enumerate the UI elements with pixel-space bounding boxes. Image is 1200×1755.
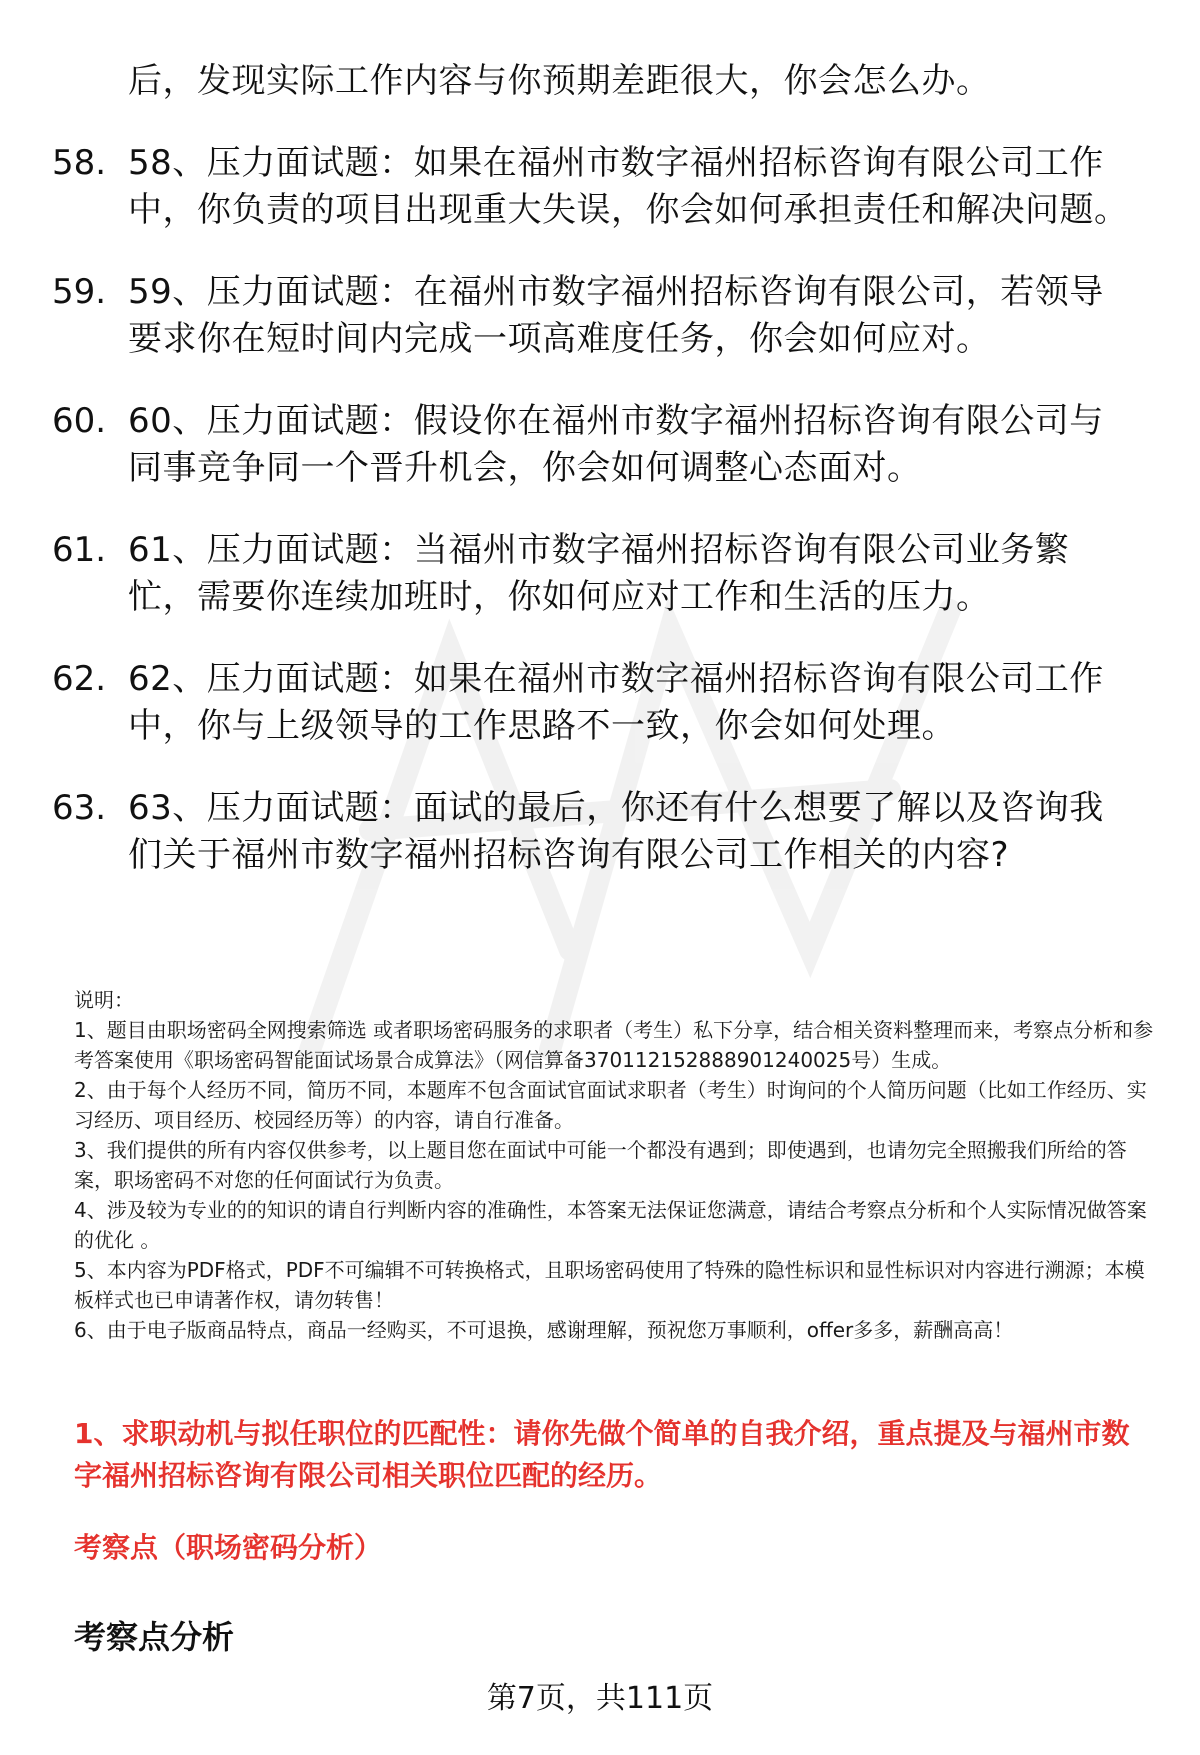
list-item (0, 140, 1200, 234)
list-item (0, 269, 1200, 363)
question-number: 60. (52, 401, 107, 441)
note-item: 1、题目由职场密码全网搜索筛选 或者职场密码服务的求职者（考生）私下分享，结合相关资料整理而来，考察点分析和参考答案使用《职场密码智能面试场景合成算法》（网信算备370112152888901240025号）生成。 (74, 1018, 1154, 1072)
note-item: 4、涉及较为专业的的知识的请自行判断内容的准确性，本答案无法保证您满意，请结合考察点分析和个人实际情况做答案的优化 。 (74, 1198, 1147, 1252)
question-number: 61. (52, 530, 107, 570)
question-text: 62、压力面试题：如果在福州市数字福州招标咨询有限公司工作中，你与上级领导的工作思路不一致，你会如何处理。 (128, 659, 1104, 746)
note-item: 6、由于电子版商品特点，商品一经购买，不可退换，感谢理解，预祝您万事顺利，offer多多，薪酬高高！ (74, 1318, 1014, 1342)
list-item (0, 527, 1200, 621)
list-item (0, 785, 1200, 879)
question-number: 62. (52, 659, 107, 699)
list-item (0, 656, 1200, 750)
note-item: 2、由于每个人经历不同，简历不同，本题库不包含面试官面试求职者（考生）时询问的个人简历问题（比如工作经历、实习经历、项目经历、校园经历等）的内容，请自行准备。 (74, 1078, 1147, 1132)
notes-heading: 说明： (74, 988, 134, 1012)
question-text: 63、压力面试题：面试的最后，你还有什么想要了解以及咨询我们关于福州市数字福州招标咨询有限公司工作相关的内容? (128, 788, 1104, 875)
question-text: 59、压力面试题：在福州市数字福州招标咨询有限公司，若领导要求你在短时间内完成一项高难度任务，你会如何应对。 (128, 272, 1104, 359)
question-text: 60、压力面试题：假设你在福州市数字福州招标咨询有限公司与同事竞争同一个晋升机会，你会如何调整心态面对。 (128, 401, 1104, 488)
question-list (0, 58, 1200, 914)
note-item: 3、我们提供的所有内容仅供参考，以上题目您在面试中可能一个都没有遇到；即使遇到，也请勿完全照搬我们所给的答案，职场密码不对您的任何面试行为负责。 (74, 1138, 1127, 1192)
question-continuation: 后，发现实际工作内容与你预期差距很大，你会怎么办。 (128, 61, 991, 101)
note-item: 5、本内容为PDF格式，PDF不可编辑不可转换格式，且职场密码使用了特殊的隐性标识和显性标识对内容进行溯源；本模板样式也已申请著作权，请勿转售！ (74, 1258, 1145, 1312)
question-text: 58、压力面试题：如果在福州市数字福州招标咨询有限公司工作中，你负责的项目出现重大失误，你会如何承担责任和解决问题。 (128, 143, 1129, 230)
highlight-subheading: 考察点（职场密码分析） (74, 1531, 383, 1564)
question-number: 59. (52, 272, 107, 312)
page-footer: 第7页，共111页 (486, 1681, 714, 1716)
question-text: 61、压力面试题：当福州市数字福州招标咨询有限公司业务繁忙，需要你连续加班时，你如何应对工作和生活的压力。 (128, 530, 1070, 617)
notes-block (74, 985, 1154, 1345)
highlight-question: 1、求职动机与拟任职位的匹配性：请你先做个简单的自我介绍，重点提及与福州市数字福州招标咨询有限公司相关职位匹配的经历。 (74, 1417, 1130, 1492)
section-heading: 考察点分析 (74, 1618, 235, 1656)
question-number: 58. (52, 143, 107, 183)
list-item (0, 398, 1200, 492)
question-number: 63. (52, 788, 107, 828)
